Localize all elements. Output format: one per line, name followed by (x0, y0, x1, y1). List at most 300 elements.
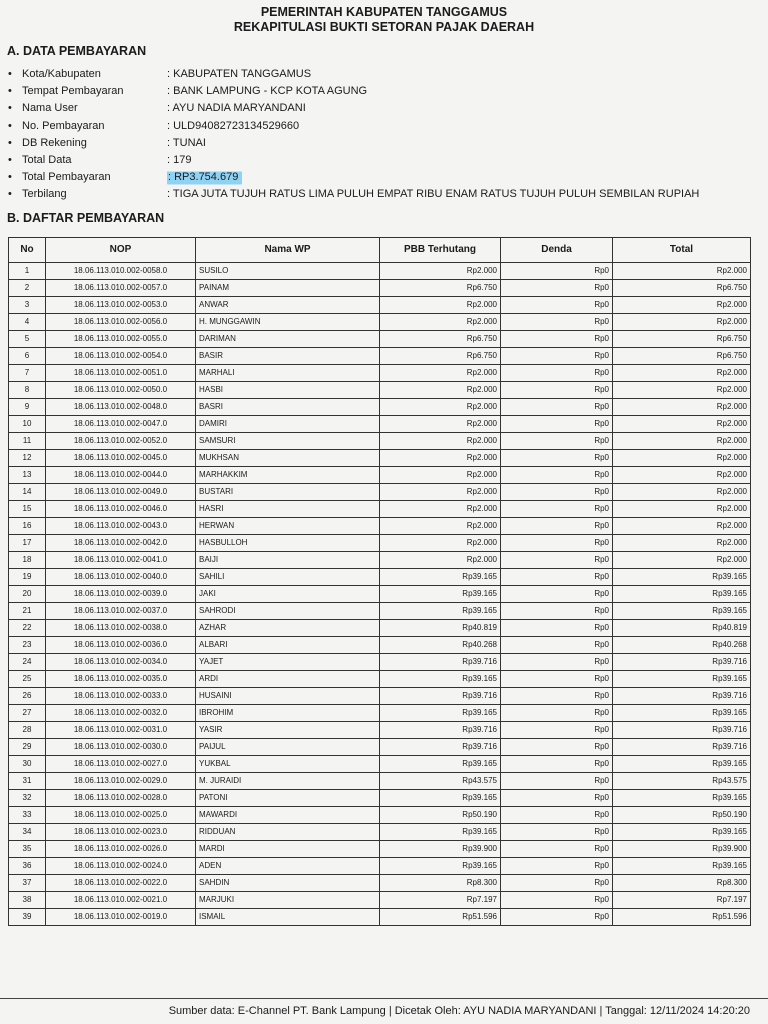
nop-cell: 18.06.113.010.002-0044.0 (46, 467, 196, 484)
info-row (8, 66, 763, 83)
total-cell: Rp2.000 (613, 433, 751, 450)
nama-wp-cell: H. MUNGGAWIN (196, 314, 380, 331)
row-number: 17 (9, 535, 46, 552)
info-label: DB Rekening (22, 136, 87, 149)
row-number: 29 (9, 739, 46, 756)
pbb-cell: Rp39.165 (380, 705, 501, 722)
table-row (9, 875, 751, 892)
table-row (9, 416, 751, 433)
row-number: 22 (9, 620, 46, 637)
denda-cell: Rp0 (501, 671, 613, 688)
table-row (9, 569, 751, 586)
row-number: 34 (9, 824, 46, 841)
col-pbb-terhutang-header: PBB Terhutang (380, 238, 501, 263)
nama-wp-cell: MARJUKI (196, 892, 380, 909)
table-row (9, 450, 751, 467)
total-cell: Rp39.165 (613, 824, 751, 841)
nama-wp-cell: M. JURAIDI (196, 773, 380, 790)
nama-wp-cell: MARHAKKIM (196, 467, 380, 484)
pbb-cell: Rp39.165 (380, 824, 501, 841)
row-number: 14 (9, 484, 46, 501)
denda-cell: Rp0 (501, 535, 613, 552)
nop-cell: 18.06.113.010.002-0040.0 (46, 569, 196, 586)
info-row (8, 83, 763, 100)
pbb-cell: Rp2.000 (380, 433, 501, 450)
denda-cell: Rp0 (501, 688, 613, 705)
total-cell: Rp2.000 (613, 416, 751, 433)
total-cell: Rp40.268 (613, 637, 751, 654)
nop-cell: 18.06.113.010.002-0050.0 (46, 382, 196, 399)
nop-cell: 18.06.113.010.002-0045.0 (46, 450, 196, 467)
denda-cell: Rp0 (501, 450, 613, 467)
row-number: 27 (9, 705, 46, 722)
nop-cell: 18.06.113.010.002-0022.0 (46, 875, 196, 892)
row-number: 13 (9, 467, 46, 484)
nama-wp-cell: MAWARDI (196, 807, 380, 824)
table-row (9, 790, 751, 807)
nama-wp-cell: BASRI (196, 399, 380, 416)
nop-cell: 18.06.113.010.002-0032.0 (46, 705, 196, 722)
nama-wp-cell: MARDI (196, 841, 380, 858)
col-total-header: Total (613, 238, 751, 263)
nop-cell: 18.06.113.010.002-0057.0 (46, 280, 196, 297)
total-cell: Rp39.716 (613, 688, 751, 705)
nama-wp-cell: HASBI (196, 382, 380, 399)
nop-cell: 18.06.113.010.002-0046.0 (46, 501, 196, 518)
denda-cell: Rp0 (501, 858, 613, 875)
denda-cell: Rp0 (501, 263, 613, 280)
pbb-cell: Rp2.000 (380, 365, 501, 382)
table-row (9, 433, 751, 450)
table-body (9, 263, 751, 926)
pbb-cell: Rp39.165 (380, 790, 501, 807)
table-row (9, 535, 751, 552)
total-cell: Rp39.165 (613, 569, 751, 586)
nop-cell: 18.06.113.010.002-0035.0 (46, 671, 196, 688)
nop-cell: 18.06.113.010.002-0031.0 (46, 722, 196, 739)
pbb-cell: Rp39.716 (380, 654, 501, 671)
total-cell: Rp43.575 (613, 773, 751, 790)
denda-cell: Rp0 (501, 569, 613, 586)
table-row (9, 671, 751, 688)
total-cell: Rp2.000 (613, 399, 751, 416)
table-row (9, 773, 751, 790)
table-row (9, 756, 751, 773)
info-label: Nama User (22, 102, 78, 115)
bullet-icon: • (8, 119, 12, 132)
row-number: 35 (9, 841, 46, 858)
payment-table-wrapper (8, 237, 751, 926)
table-row (9, 297, 751, 314)
nama-wp-cell: YASIR (196, 722, 380, 739)
nama-wp-cell: BASIR (196, 348, 380, 365)
table-row (9, 382, 751, 399)
pbb-cell: Rp2.000 (380, 399, 501, 416)
denda-cell: Rp0 (501, 909, 613, 926)
total-cell: Rp6.750 (613, 280, 751, 297)
row-number: 6 (9, 348, 46, 365)
denda-cell: Rp0 (501, 484, 613, 501)
denda-cell: Rp0 (501, 586, 613, 603)
nop-cell: 18.06.113.010.002-0054.0 (46, 348, 196, 365)
col-nop-header: NOP (46, 238, 196, 263)
info-label: No. Pembayaran (22, 119, 105, 132)
info-label: Kota/Kabupaten (22, 68, 101, 80)
table-row (9, 807, 751, 824)
nop-cell: 18.06.113.010.002-0053.0 (46, 297, 196, 314)
denda-cell: Rp0 (501, 875, 613, 892)
table-row (9, 739, 751, 756)
denda-cell: Rp0 (501, 739, 613, 756)
nop-cell: 18.06.113.010.002-0025.0 (46, 807, 196, 824)
pbb-cell: Rp39.716 (380, 688, 501, 705)
pbb-cell: Rp6.750 (380, 331, 501, 348)
total-cell: Rp2.000 (613, 450, 751, 467)
nama-wp-cell: YUKBAL (196, 756, 380, 773)
total-cell: Rp39.165 (613, 858, 751, 875)
nop-cell: 18.06.113.010.002-0047.0 (46, 416, 196, 433)
info-label: Total Data (22, 153, 72, 166)
total-cell: Rp39.165 (613, 756, 751, 773)
nama-wp-cell: YAJET (196, 654, 380, 671)
denda-cell: Rp0 (501, 790, 613, 807)
pbb-cell: Rp2.000 (380, 314, 501, 331)
pbb-cell: Rp40.819 (380, 620, 501, 637)
nop-cell: 18.06.113.010.002-0038.0 (46, 620, 196, 637)
nama-wp-cell: HASRI (196, 501, 380, 518)
pbb-cell: Rp2.000 (380, 535, 501, 552)
info-row (8, 152, 763, 169)
table-row (9, 467, 751, 484)
title-line-1: PEMERINTAH KABUPATEN TANGGAMUS (260, 5, 508, 19)
table-row (9, 365, 751, 382)
row-number: 4 (9, 314, 46, 331)
total-cell: Rp39.716 (613, 722, 751, 739)
nama-wp-cell: ADEN (196, 858, 380, 875)
pbb-cell: Rp2.000 (380, 382, 501, 399)
total-cell: Rp2.000 (613, 484, 751, 501)
total-cell: Rp2.000 (613, 263, 751, 280)
nop-cell: 18.06.113.010.002-0029.0 (46, 773, 196, 790)
info-row (8, 118, 763, 135)
pbb-cell: Rp39.165 (380, 569, 501, 586)
nama-wp-cell: PAINAM (196, 280, 380, 297)
pbb-cell: Rp2.000 (380, 416, 501, 433)
bullet-icon: • (8, 136, 12, 149)
info-value: : 179 (167, 153, 192, 166)
payment-table (8, 237, 751, 926)
info-value: : AYU NADIA MARYANDANI (167, 102, 306, 115)
nop-cell: 18.06.113.010.002-0039.0 (46, 586, 196, 603)
info-row (8, 186, 763, 203)
nop-cell: 18.06.113.010.002-0033.0 (46, 688, 196, 705)
row-number: 16 (9, 518, 46, 535)
row-number: 33 (9, 807, 46, 824)
nop-cell: 18.06.113.010.002-0027.0 (46, 756, 196, 773)
info-value: : KABUPATEN TANGGAMUS (167, 68, 312, 80)
nama-wp-cell: SAHILI (196, 569, 380, 586)
footer-divider (0, 998, 768, 999)
table-row (9, 858, 751, 875)
pbb-cell: Rp2.000 (380, 297, 501, 314)
pbb-cell: Rp7.197 (380, 892, 501, 909)
nama-wp-cell: SAMSURI (196, 433, 380, 450)
denda-cell: Rp0 (501, 654, 613, 671)
total-cell: Rp7.197 (613, 892, 751, 909)
nama-wp-cell: HERWAN (196, 518, 380, 535)
total-cell: Rp39.716 (613, 654, 751, 671)
total-cell: Rp2.000 (613, 518, 751, 535)
info-label: Total Pembayaran (22, 171, 111, 184)
nop-cell: 18.06.113.010.002-0041.0 (46, 552, 196, 569)
info-row (8, 135, 763, 152)
pbb-cell: Rp8.300 (380, 875, 501, 892)
nama-wp-cell: JAKI (196, 586, 380, 603)
row-number: 31 (9, 773, 46, 790)
denda-cell: Rp0 (501, 824, 613, 841)
col-nama-wp-header: Nama WP (196, 238, 380, 263)
row-number: 39 (9, 909, 46, 926)
denda-cell: Rp0 (501, 467, 613, 484)
row-number: 11 (9, 433, 46, 450)
total-cell: Rp50.190 (613, 807, 751, 824)
bullet-icon: • (8, 171, 12, 184)
total-cell: Rp39.716 (613, 739, 751, 756)
col-no-header: No (9, 238, 46, 263)
nop-cell: 18.06.113.010.002-0043.0 (46, 518, 196, 535)
table-row (9, 501, 751, 518)
table-row (9, 620, 751, 637)
row-number: 25 (9, 671, 46, 688)
nama-wp-cell: BUSTARI (196, 484, 380, 501)
table-row (9, 705, 751, 722)
row-number: 1 (9, 263, 46, 280)
total-cell: Rp39.165 (613, 586, 751, 603)
pbb-cell: Rp2.000 (380, 484, 501, 501)
table-row (9, 484, 751, 501)
pbb-cell: Rp6.750 (380, 348, 501, 365)
section-a-heading: A. DATA PEMBAYARAN (7, 44, 147, 58)
info-row (8, 169, 763, 186)
bullet-icon: • (8, 85, 12, 98)
total-cell: Rp39.900 (613, 841, 751, 858)
denda-cell: Rp0 (501, 637, 613, 654)
table-row (9, 518, 751, 535)
denda-cell: Rp0 (501, 297, 613, 314)
nop-cell: 18.06.113.010.002-0024.0 (46, 858, 196, 875)
total-cell: Rp6.750 (613, 348, 751, 365)
denda-cell: Rp0 (501, 416, 613, 433)
denda-cell: Rp0 (501, 314, 613, 331)
payment-info-list (8, 66, 763, 204)
document-title (0, 5, 768, 35)
nama-wp-cell: SAHDIN (196, 875, 380, 892)
total-cell: Rp8.300 (613, 875, 751, 892)
denda-cell: Rp0 (501, 399, 613, 416)
pbb-cell: Rp2.000 (380, 552, 501, 569)
nama-wp-cell: DARIMAN (196, 331, 380, 348)
total-cell: Rp2.000 (613, 535, 751, 552)
nama-wp-cell: RIDDUAN (196, 824, 380, 841)
total-cell: Rp2.000 (613, 365, 751, 382)
nop-cell: 18.06.113.010.002-0019.0 (46, 909, 196, 926)
table-row (9, 841, 751, 858)
total-cell: Rp39.165 (613, 603, 751, 620)
denda-cell: Rp0 (501, 603, 613, 620)
denda-cell: Rp0 (501, 518, 613, 535)
nama-wp-cell: ANWAR (196, 297, 380, 314)
pbb-cell: Rp2.000 (380, 263, 501, 280)
denda-cell: Rp0 (501, 807, 613, 824)
table-row (9, 314, 751, 331)
denda-cell: Rp0 (501, 365, 613, 382)
info-value: : RP3.754.679 (167, 169, 242, 186)
nop-cell: 18.06.113.010.002-0049.0 (46, 484, 196, 501)
section-b-heading: B. DAFTAR PEMBAYARAN (7, 211, 165, 225)
nama-wp-cell: SUSILO (196, 263, 380, 280)
row-number: 2 (9, 280, 46, 297)
denda-cell: Rp0 (501, 722, 613, 739)
table-row (9, 280, 751, 297)
pbb-cell: Rp2.000 (380, 467, 501, 484)
row-number: 7 (9, 365, 46, 382)
total-cell: Rp2.000 (613, 297, 751, 314)
pbb-cell: Rp40.268 (380, 637, 501, 654)
nama-wp-cell: HASBULLOH (196, 535, 380, 552)
bullet-icon: • (8, 102, 12, 115)
row-number: 38 (9, 892, 46, 909)
denda-cell: Rp0 (501, 892, 613, 909)
nop-cell: 18.06.113.010.002-0051.0 (46, 365, 196, 382)
pbb-cell: Rp39.716 (380, 739, 501, 756)
total-cell: Rp39.165 (613, 705, 751, 722)
denda-cell: Rp0 (501, 501, 613, 518)
nama-wp-cell: BAIJI (196, 552, 380, 569)
info-value: : BANK LAMPUNG - KCP KOTA AGUNG (167, 85, 368, 98)
nop-cell: 18.06.113.010.002-0048.0 (46, 399, 196, 416)
nama-wp-cell: HUSAINI (196, 688, 380, 705)
nop-cell: 18.06.113.010.002-0052.0 (46, 433, 196, 450)
nop-cell: 18.06.113.010.002-0058.0 (46, 263, 196, 280)
denda-cell: Rp0 (501, 280, 613, 297)
table-row (9, 348, 751, 365)
total-cell: Rp2.000 (613, 382, 751, 399)
row-number: 24 (9, 654, 46, 671)
info-value: : TIGA JUTA TUJUH RATUS LIMA PULUH EMPAT RIBU ENAM RATUS TUJUH PULUH SEMBILAN RUPIAH (167, 188, 700, 201)
total-cell: Rp39.165 (613, 790, 751, 807)
pbb-cell: Rp50.190 (380, 807, 501, 824)
nama-wp-cell: ARDI (196, 671, 380, 688)
row-number: 28 (9, 722, 46, 739)
row-number: 19 (9, 569, 46, 586)
nop-cell: 18.06.113.010.002-0026.0 (46, 841, 196, 858)
nop-cell: 18.06.113.010.002-0030.0 (46, 739, 196, 756)
denda-cell: Rp0 (501, 841, 613, 858)
nop-cell: 18.06.113.010.002-0021.0 (46, 892, 196, 909)
table-row (9, 331, 751, 348)
table-row (9, 892, 751, 909)
row-number: 18 (9, 552, 46, 569)
nama-wp-cell: PATONI (196, 790, 380, 807)
denda-cell: Rp0 (501, 620, 613, 637)
nama-wp-cell: ISMAIL (196, 909, 380, 926)
pbb-cell: Rp39.165 (380, 603, 501, 620)
info-row (8, 100, 763, 117)
row-number: 12 (9, 450, 46, 467)
nama-wp-cell: MUKHSAN (196, 450, 380, 467)
footer-source-note: Sumber data: E-Channel PT. Bank Lampung | Dicetak Oleh: AYU NADIA MARYANDANI | Tanggal: 12/11/2024 14:20:20 (168, 1005, 750, 1017)
pbb-cell: Rp2.000 (380, 501, 501, 518)
row-number: 5 (9, 331, 46, 348)
row-number: 37 (9, 875, 46, 892)
nama-wp-cell: DAMIRI (196, 416, 380, 433)
info-label: Tempat Pembayaran (22, 85, 124, 98)
pbb-cell: Rp39.165 (380, 858, 501, 875)
row-number: 36 (9, 858, 46, 875)
row-number: 20 (9, 586, 46, 603)
nama-wp-cell: SAHRODI (196, 603, 380, 620)
denda-cell: Rp0 (501, 382, 613, 399)
bullet-icon: • (8, 153, 12, 166)
table-row (9, 688, 751, 705)
pbb-cell: Rp39.165 (380, 756, 501, 773)
denda-cell: Rp0 (501, 773, 613, 790)
table-row (9, 552, 751, 569)
row-number: 8 (9, 382, 46, 399)
nama-wp-cell: PAIJUL (196, 739, 380, 756)
col-denda-header: Denda (501, 238, 613, 263)
nop-cell: 18.06.113.010.002-0034.0 (46, 654, 196, 671)
nop-cell: 18.06.113.010.002-0055.0 (46, 331, 196, 348)
table-row (9, 909, 751, 926)
pbb-cell: Rp51.596 (380, 909, 501, 926)
row-number: 9 (9, 399, 46, 416)
nop-cell: 18.06.113.010.002-0037.0 (46, 603, 196, 620)
pbb-cell: Rp39.165 (380, 671, 501, 688)
denda-cell: Rp0 (501, 756, 613, 773)
pbb-cell: Rp2.000 (380, 450, 501, 467)
row-number: 26 (9, 688, 46, 705)
table-row (9, 603, 751, 620)
info-label: Terbilang (22, 188, 67, 201)
nama-wp-cell: ALBARI (196, 637, 380, 654)
row-number: 32 (9, 790, 46, 807)
nama-wp-cell: MARHALI (196, 365, 380, 382)
pbb-cell: Rp2.000 (380, 518, 501, 535)
bullet-icon: • (8, 188, 12, 201)
pbb-cell: Rp39.716 (380, 722, 501, 739)
table-row (9, 637, 751, 654)
denda-cell: Rp0 (501, 433, 613, 450)
denda-cell: Rp0 (501, 348, 613, 365)
nama-wp-cell: IBROHIM (196, 705, 380, 722)
total-cell: Rp2.000 (613, 552, 751, 569)
table-row (9, 399, 751, 416)
nama-wp-cell: AZHAR (196, 620, 380, 637)
row-number: 30 (9, 756, 46, 773)
nop-cell: 18.06.113.010.002-0028.0 (46, 790, 196, 807)
pbb-cell: Rp6.750 (380, 280, 501, 297)
table-row (9, 824, 751, 841)
nop-cell: 18.06.113.010.002-0042.0 (46, 535, 196, 552)
row-number: 3 (9, 297, 46, 314)
nop-cell: 18.06.113.010.002-0023.0 (46, 824, 196, 841)
info-value: : TUNAI (167, 136, 206, 149)
row-number: 23 (9, 637, 46, 654)
denda-cell: Rp0 (501, 552, 613, 569)
table-header-row (9, 238, 751, 263)
nop-cell: 18.06.113.010.002-0036.0 (46, 637, 196, 654)
